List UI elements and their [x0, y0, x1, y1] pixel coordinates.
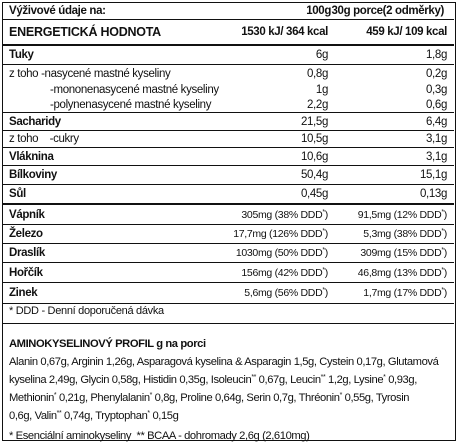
row-value-100g: 6g	[315, 49, 328, 61]
row-value-portion: 0,3g	[426, 84, 447, 96]
row-label: Sacharidy	[9, 115, 61, 128]
energy-label: ENERGETICKÁ HODNOTA	[9, 25, 161, 39]
row-value-portion: 0,13g	[419, 188, 447, 200]
row-value-100g: 0,45g	[300, 188, 328, 200]
row-label: -polynenasycené mastné kyseliny	[50, 98, 212, 111]
table-row	[3, 185, 454, 205]
mineral-row	[3, 244, 454, 263]
row-label: Sůl	[9, 188, 26, 200]
amino-line-1: Alanin 0,67g, Arginin 1,26g, Asparagová kyselina & Asparagin 1,5g, Cystein 0,17g, Glutamová	[9, 356, 439, 368]
mineral-label: Vápník	[9, 208, 45, 221]
row-label: z toho -cukry	[9, 133, 79, 145]
nutrition-label	[2, 2, 456, 441]
mineral-value-portion: 5,3mg (38% DDD*)	[363, 228, 447, 240]
table-row	[3, 46, 454, 65]
mineral-value-100g: 17,7mg (126% DDD*)	[233, 228, 328, 240]
row-value-100g: 0,8g	[307, 68, 328, 80]
row-label: Tuky	[9, 49, 34, 61]
energy-row	[3, 20, 454, 46]
mineral-row	[3, 225, 454, 244]
amino-line-3: Methionin* 0,21g, Phenylalanin* 0,8g, Proline 0,64g, Serin 0,7g, Thréonin* 0,55g, Tyrosin	[9, 392, 410, 404]
mineral-row	[3, 263, 454, 283]
mineral-row	[3, 283, 454, 304]
amino-footnote: * Esenciální aminokyseliny ** BCAA - dohromady 2,6g (2,610mg)	[9, 430, 310, 442]
energy-value-100g: 1530 kJ/ 364 kcal	[241, 26, 328, 38]
mineral-value-portion: 91,5mg (12% DDD*)	[357, 208, 447, 221]
row-label: Vláknina	[9, 150, 54, 163]
section-divider	[3, 323, 454, 324]
mineral-value-100g: 1030mg (50% DDD*)	[235, 247, 328, 259]
mineral-value-100g: 5,6mg (56% DDD*)	[244, 287, 328, 299]
row-value-100g: 50,4g	[300, 169, 328, 181]
mineral-label: Železo	[9, 228, 43, 240]
header-col-100g: 100g	[306, 5, 331, 17]
mineral-row	[3, 205, 454, 225]
table-row	[3, 166, 454, 185]
mineral-value-100g: 156mg (42% DDD*)	[241, 266, 328, 279]
amino-line-2: kyselina 2,49g, Glycin 0,58g, Histidin 0,35g, Isoleucin** 0,67g, Leucin** 1,2g, Lysine* 0,93g,	[9, 374, 417, 386]
row-label: z toho -nasycené mastné kyseliny	[9, 68, 171, 80]
row-label: Bílkoviny	[9, 169, 57, 181]
mineral-label: Draslík	[9, 247, 45, 259]
row-value-100g: 10,6g	[300, 150, 328, 163]
mineral-value-100g: 305mg (38% DDD*)	[241, 208, 328, 221]
mineral-value-portion: 309mg (15% DDD*)	[360, 247, 447, 259]
row-value-100g: 21,5g	[300, 115, 328, 128]
nutrition-table	[3, 3, 454, 304]
header-label: Výživové údaje na:	[9, 5, 106, 17]
mineral-label: Hořčík	[9, 266, 43, 279]
row-value-portion: 3,1g	[426, 150, 447, 163]
row-value-portion: 6,4g	[426, 115, 447, 128]
table-row	[3, 97, 454, 113]
amino-acid-profile	[9, 335, 453, 445]
amino-title: AMINOKYSELINOVÝ PROFIL g na porci	[9, 338, 206, 350]
table-row	[3, 65, 454, 83]
row-value-portion: 1,8g	[426, 49, 447, 61]
table-row	[3, 83, 454, 97]
header-col-portion: 30g porce(2 odměrky)	[331, 5, 444, 17]
row-value-portion: 0,2g	[426, 68, 447, 80]
mineral-value-portion: 46,8mg (13% DDD*)	[357, 266, 447, 279]
row-label: -mononenasycené mastné kyseliny	[50, 84, 219, 96]
table-row	[3, 148, 454, 166]
row-value-portion: 15,1g	[419, 169, 447, 181]
row-value-100g: 1g	[315, 84, 328, 96]
table-row	[3, 131, 454, 148]
row-value-portion: 3,1g	[426, 133, 447, 145]
mineral-value-portion: 1,7mg (17% DDD*)	[363, 287, 447, 299]
table-header	[3, 3, 454, 20]
row-value-100g: 2,2g	[307, 98, 328, 111]
mineral-label: Zinek	[9, 287, 38, 299]
table-row	[3, 113, 454, 131]
amino-line-4: 0,6g, Valin** 0,74g, Tryptophan* 0,15g	[9, 410, 179, 422]
row-value-100g: 10,5g	[300, 133, 328, 145]
energy-value-portion: 459 kJ/ 109 kcal	[366, 26, 447, 38]
ddd-footnote: * DDD - Denní doporučená dávka	[9, 305, 164, 317]
row-value-portion: 0,6g	[426, 98, 447, 111]
